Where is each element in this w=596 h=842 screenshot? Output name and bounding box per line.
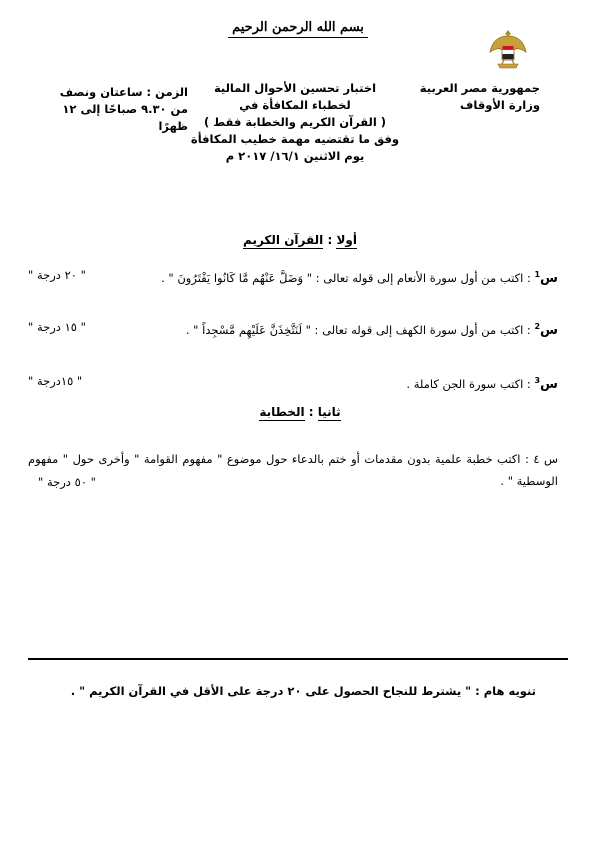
exam-time-range: من ٩.٣٠ صباحًا إلى ١٢ ظهرًا [62,102,188,133]
question-number: 1 [534,270,541,279]
section-heading-khutba [200,405,400,419]
exam-title-line: ( القرآن الكريم والخطابة فقط ) [203,115,387,129]
question-1-score: " ٢٠ درجة " [28,268,86,282]
question-2 [186,318,558,340]
question-label: س ٤ [533,452,559,466]
question-number: 3 [534,376,541,385]
question-text: : اكتب سورة الجن كاملة . [406,376,531,391]
question-number: 2 [534,322,541,331]
section-title: الخطابة [259,405,305,419]
question-1 [161,266,558,288]
question-label: س [540,376,558,392]
question-3-score: " ١٥درجة " [28,374,83,388]
question-4 [28,448,558,492]
exam-title-line: وفق ما تقتضيه مهمة خطيب المكافأة [190,132,400,146]
ministry-header [400,80,540,114]
divider-line [28,658,568,660]
question-label: س [540,322,558,338]
exam-title-block [180,80,410,165]
question-label: س [540,270,558,286]
exam-duration: الزمن : ساعتان ونصف [59,85,188,99]
question-3 [406,372,558,394]
section-heading-quran [200,233,400,247]
question-text: : اكتب من أول سورة الأنعام إلى قوله تعالى : " وَضَلَّ عَنْهُم مَّا كَانُوا يَفْتَرُونَ " . [161,270,531,285]
section-separator: : [323,233,333,247]
ministry-name: وزارة الأوقاف [460,98,540,112]
section-separator: : [304,405,314,419]
section-title: القرآن الكريم [243,233,324,247]
exam-title-line: لخطباء المكافأة في [239,98,351,112]
exam-time-block [38,84,188,135]
egypt-eagle-emblem-icon [488,26,528,74]
question-2-score: " ١٥ درجة " [28,320,86,334]
question-text: : اكتب من أول سورة الكهف إلى قوله تعالى : " لَنَتَّخِذَنَّ عَلَيْهِم مَّسْجِداً " . [185,322,531,337]
question-text: : اكتب خطبة علمية بدون مقدمات أو ختم بالدعاء حول موضوع " مفهوم القوامة " وأخرى حول " مفهوم الوسطية " . [28,452,558,488]
basmala-text: بسم الله الرحمن الرحيم [228,20,368,38]
important-note: تنويه هام : " يشترط للنجاح الحصول على ٢٠ درجة على الأقل في القرآن الكريم " . [70,684,536,698]
exam-date: يوم الاثنين ١٦/١/ ٢٠١٧ م [225,149,365,163]
question-4-score: " ٥٠ درجة " [38,475,96,489]
section-prefix: ثانيا [317,405,341,419]
exam-title-line: اختبار تحسين الأحوال المالية [213,81,377,95]
section-prefix: أولا [336,233,357,247]
country-name: جمهورية مصر العربية [419,81,540,95]
